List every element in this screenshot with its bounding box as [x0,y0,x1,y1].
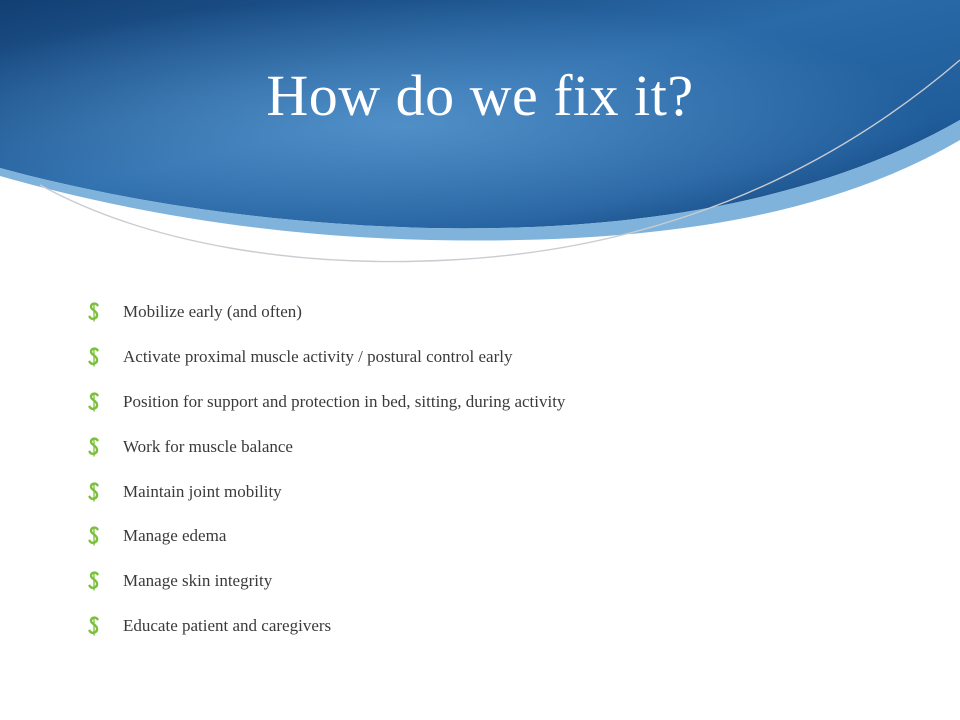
bullet-text: Work for muscle balance [123,436,293,456]
bullet-text: Activate proximal muscle activity / postural control early [123,347,513,367]
list-item [88,424,908,469]
bullet-text: Position for support and protection in bed, sitting, during activity [123,391,566,411]
bullet-text: Maintain joint mobility [123,481,282,501]
s-flourish-icon [88,526,100,546]
list-item [88,380,908,425]
s-flourish-icon [88,571,100,591]
s-flourish-icon [88,482,100,502]
slide-title: How do we fix it? [266,63,694,128]
list-item [88,514,908,559]
s-flourish-icon [88,347,100,367]
header-wave-background [0,0,960,300]
s-flourish-icon [88,302,100,322]
bullet-text: Educate patient and caregivers [123,615,332,635]
s-flourish-icon [88,392,100,412]
bullet-list [88,290,908,648]
bullet-text: Manage skin integrity [123,571,273,591]
list-item [88,290,908,335]
list-item [88,335,908,380]
bullet-text: Mobilize early (and often) [123,302,302,322]
list-item [88,559,908,604]
s-flourish-icon [88,616,100,636]
bullet-text: Manage edema [123,526,227,546]
list-item [88,469,908,514]
list-item [88,604,908,649]
s-flourish-icon [88,437,100,457]
